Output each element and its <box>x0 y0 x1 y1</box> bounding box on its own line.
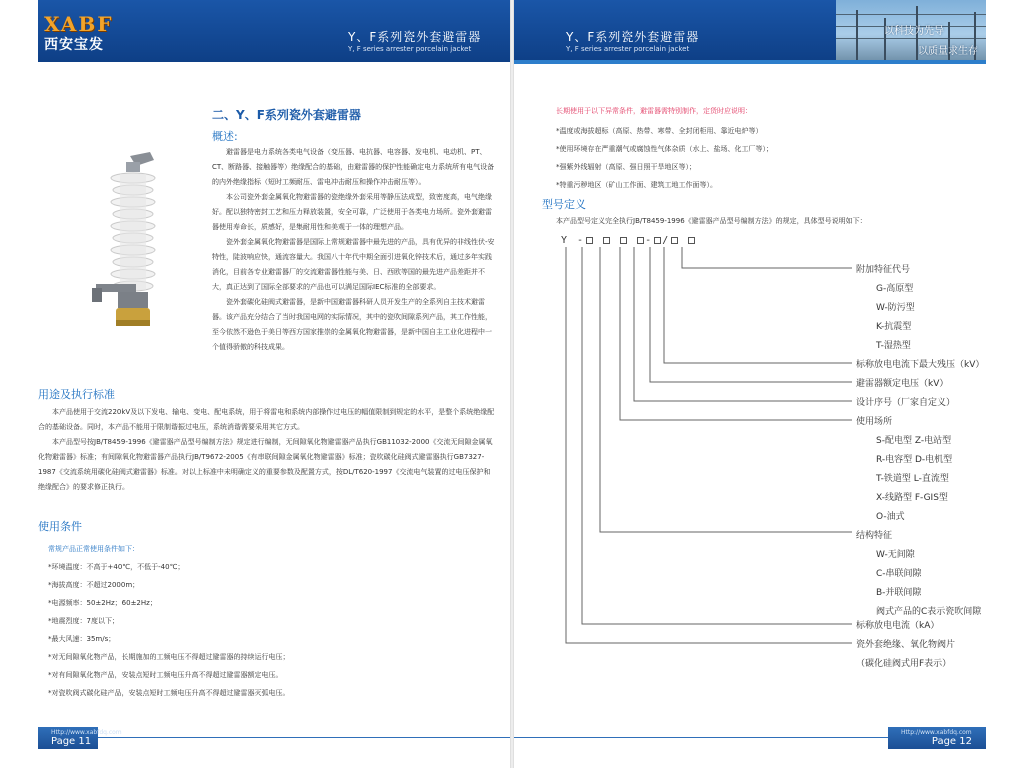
list-item: *特重污秽地区（矿山工作面、建筑工地工作面等）。 <box>556 181 717 189</box>
legend-item: C-串联间隙 <box>876 569 922 579</box>
special-conditions-intro: 长期使用于以下异常条件，避雷器需特别制作，定货时应说明： <box>556 107 752 115</box>
overview-text: 避雷器是电力系统各类电气设备（变压器、电抗器、电容器、发电机、电动机、PT、CT、断路器、接触器等）绝缘配合的基础，由避雷器的保护性能确定电力系统所有电气设备的内外绝缘指标（短时工频耐压、雷电冲击耐压和操作冲击耐压等）。 本公司瓷外套金属氧化物避雷器的瓷绝缘外套采用等静压法成型，致密度高，电气绝缘好。配以独特密封工艺和压力释放装置，安全可靠，广泛使用于各类电力场所。瓷外套避雷器使用寿命长，质感好，是集耐用性和美观于一体的理想产品。 瓷外套金属氧化物避雷器是国际上常规避雷器中最先进的产品，具有优异的非线性伏-安特性，陡波响应快，通流容量大。我国八十年代中期全面引进氧化锌技术后，通过多年实践消化，目前各专业避雷器厂的交流避雷器性能与美、日、西欧等国的最先进产品差距并不大，真正达到了国际全部要求的产品也可以满足国际IEC标准的全部要求。 瓷外套碳化硅阀式避雷器，是新中国避雷器科研人员开发生产的全系列自主技术避雷器。该产品充分结合了当时我国电网的实际情况，其中的瓷吹间隙系列产品，其工作性能，至今依然不逊色于美日等西方国家推崇的金属氧化物避雷器，是新中国自主工业化进程中一个值得骄傲的科技成果。 <box>212 148 495 351</box>
list-item: *对无间隙氧化物产品，长期施加的工频电压不得超过避雷器的持续运行电压； <box>48 653 290 661</box>
footer-url[interactable]: Http://www.xabfdq.com <box>51 729 122 736</box>
page-number: Page 11 <box>51 736 92 747</box>
legend-item: 阀式产品的C表示瓷吹间隙 <box>876 607 982 617</box>
list-item: *电源频率：50±2Hz；60±2Hz； <box>48 599 157 607</box>
legend-item: （碳化硅阀式用F表示） <box>856 659 952 669</box>
list-item: *环境温度：不高于+40℃，不低于-40℃； <box>48 563 185 571</box>
legend-item: K-抗震型 <box>876 322 912 332</box>
list-item: *最大风速：35m/s； <box>48 635 116 643</box>
footer-url[interactable]: Http://www.xabfdq.com <box>901 729 972 736</box>
legend-item: G-高原型 <box>876 284 914 294</box>
right-footer-line <box>514 737 888 738</box>
model-description: 本产品型号定义完全执行JB/T8459-1996《避雷器产品型号编制方法》的规定，具体型号说明如下： <box>556 217 867 225</box>
list-item: *对瓷吹阀式碳化硅产品，安装点短时工频电压升高不得超过避雷器灭弧电压。 <box>48 689 290 697</box>
legend-item: R-电容型 D-电机型 <box>876 455 953 465</box>
list-item: *对有间隙氧化物产品，安装点短时工频电压升高不得超过避雷器额定电压。 <box>48 671 283 679</box>
conditions-heading: 使用条件 <box>38 520 82 533</box>
list-item: *使用环境存在严重潮气或腐蚀性气体杂质（水上、盐场、化工厂等）； <box>556 145 773 153</box>
legend-item: 瓷外套绝缘、氧化物阀片 <box>856 640 956 650</box>
legend-item: 标称放电电流下最大残压（kV） <box>856 360 985 370</box>
legend-item: T-湿热型 <box>876 341 911 351</box>
list-item: *海拔高度：不超过2000m； <box>48 581 140 589</box>
legend-item: 结构特征 <box>856 531 893 541</box>
list-item: *温度或海拔超标（高原、热带、寒带、全封闭柜用、靠近电炉等） <box>556 127 763 135</box>
left-footer <box>38 727 122 749</box>
legend-item: S-配电型 Z-电站型 <box>876 436 952 446</box>
section-title: 二、Y、F系列瓷外套避雷器 <box>212 108 361 122</box>
legend-item: T-铁道型 L-直流型 <box>876 474 949 484</box>
logo-name: 西安宝发 <box>44 37 104 53</box>
model-heading: 型号定义 <box>542 198 586 211</box>
legend-item: 附加特征代号 <box>856 265 911 275</box>
legend-item: 标称放电电流（kA） <box>856 621 940 631</box>
left-header-title: Y、F系列瓷外套避雷器 Y, F series arrester porcelain jacket <box>348 30 482 53</box>
standard-text: 本产品使用于交流220kV及以下发电、输电、变电、配电系统，用于将雷电和系统内部操作过电压的幅值限制到规定的水平，是整个系统绝缘配合的基础设备。同时，本产品不能用于限制谐振过电压，系统消谐需要采用其它方式。 本产品型号按JB/T8459-1996《避雷器产品型号编制方法》规定进行编制，无间隙氧化物避雷器产品执行GB11032-2000《交流无间隙金属氧化物避雷器》标准；有间隙氧化物避雷器产品执行JB/T9672-2005《有串联间隙金属氧化物避雷器》标准；瓷吹碳化硅阀式避雷器执行GB7327-1987《交流系统用碳化硅阀式避雷器》标准。对以上标准中未明确定义的重要参数及配置方式，按DL/T620-1997《交流电气装置的过电压保护和绝缘配合》的要求修正执行。 <box>38 408 495 491</box>
page-number: Page 12 <box>931 736 972 747</box>
legend-item: 设计序号（厂家自定义） <box>856 398 956 408</box>
legend-item: X-线路型 F-GIS型 <box>876 493 948 503</box>
overview-heading: 概述: <box>212 130 238 143</box>
legend-item: W-无间隙 <box>876 550 915 560</box>
right-footer <box>888 727 986 749</box>
list-item: *强紫外线辐射（高原、强日照干旱地区等）； <box>556 163 696 171</box>
legend-item: B-并联间隙 <box>876 588 922 598</box>
standard-heading: 用途及执行标准 <box>38 388 115 401</box>
legend-item: O-油式 <box>876 512 905 522</box>
list-item: *地震烈度：7度以下； <box>48 617 119 625</box>
left-footer-line <box>98 737 510 738</box>
model-code: Y - - / <box>561 235 696 246</box>
legend-item: 使用场所 <box>856 417 893 427</box>
conditions-subtitle: 常规产品正常使用条件如下： <box>48 545 139 553</box>
logo-mark: XABF <box>44 12 114 36</box>
slogan-2: 以质量求生存 <box>918 46 978 57</box>
right-header-title: Y、F系列瓷外套避雷器 Y, F series arrester porcelain jacket <box>566 30 700 53</box>
legend-item: W-防污型 <box>876 303 915 313</box>
legend-item: 避雷器额定电压（kV） <box>856 379 949 389</box>
slogan-1: 以科技为先导 <box>884 26 944 37</box>
